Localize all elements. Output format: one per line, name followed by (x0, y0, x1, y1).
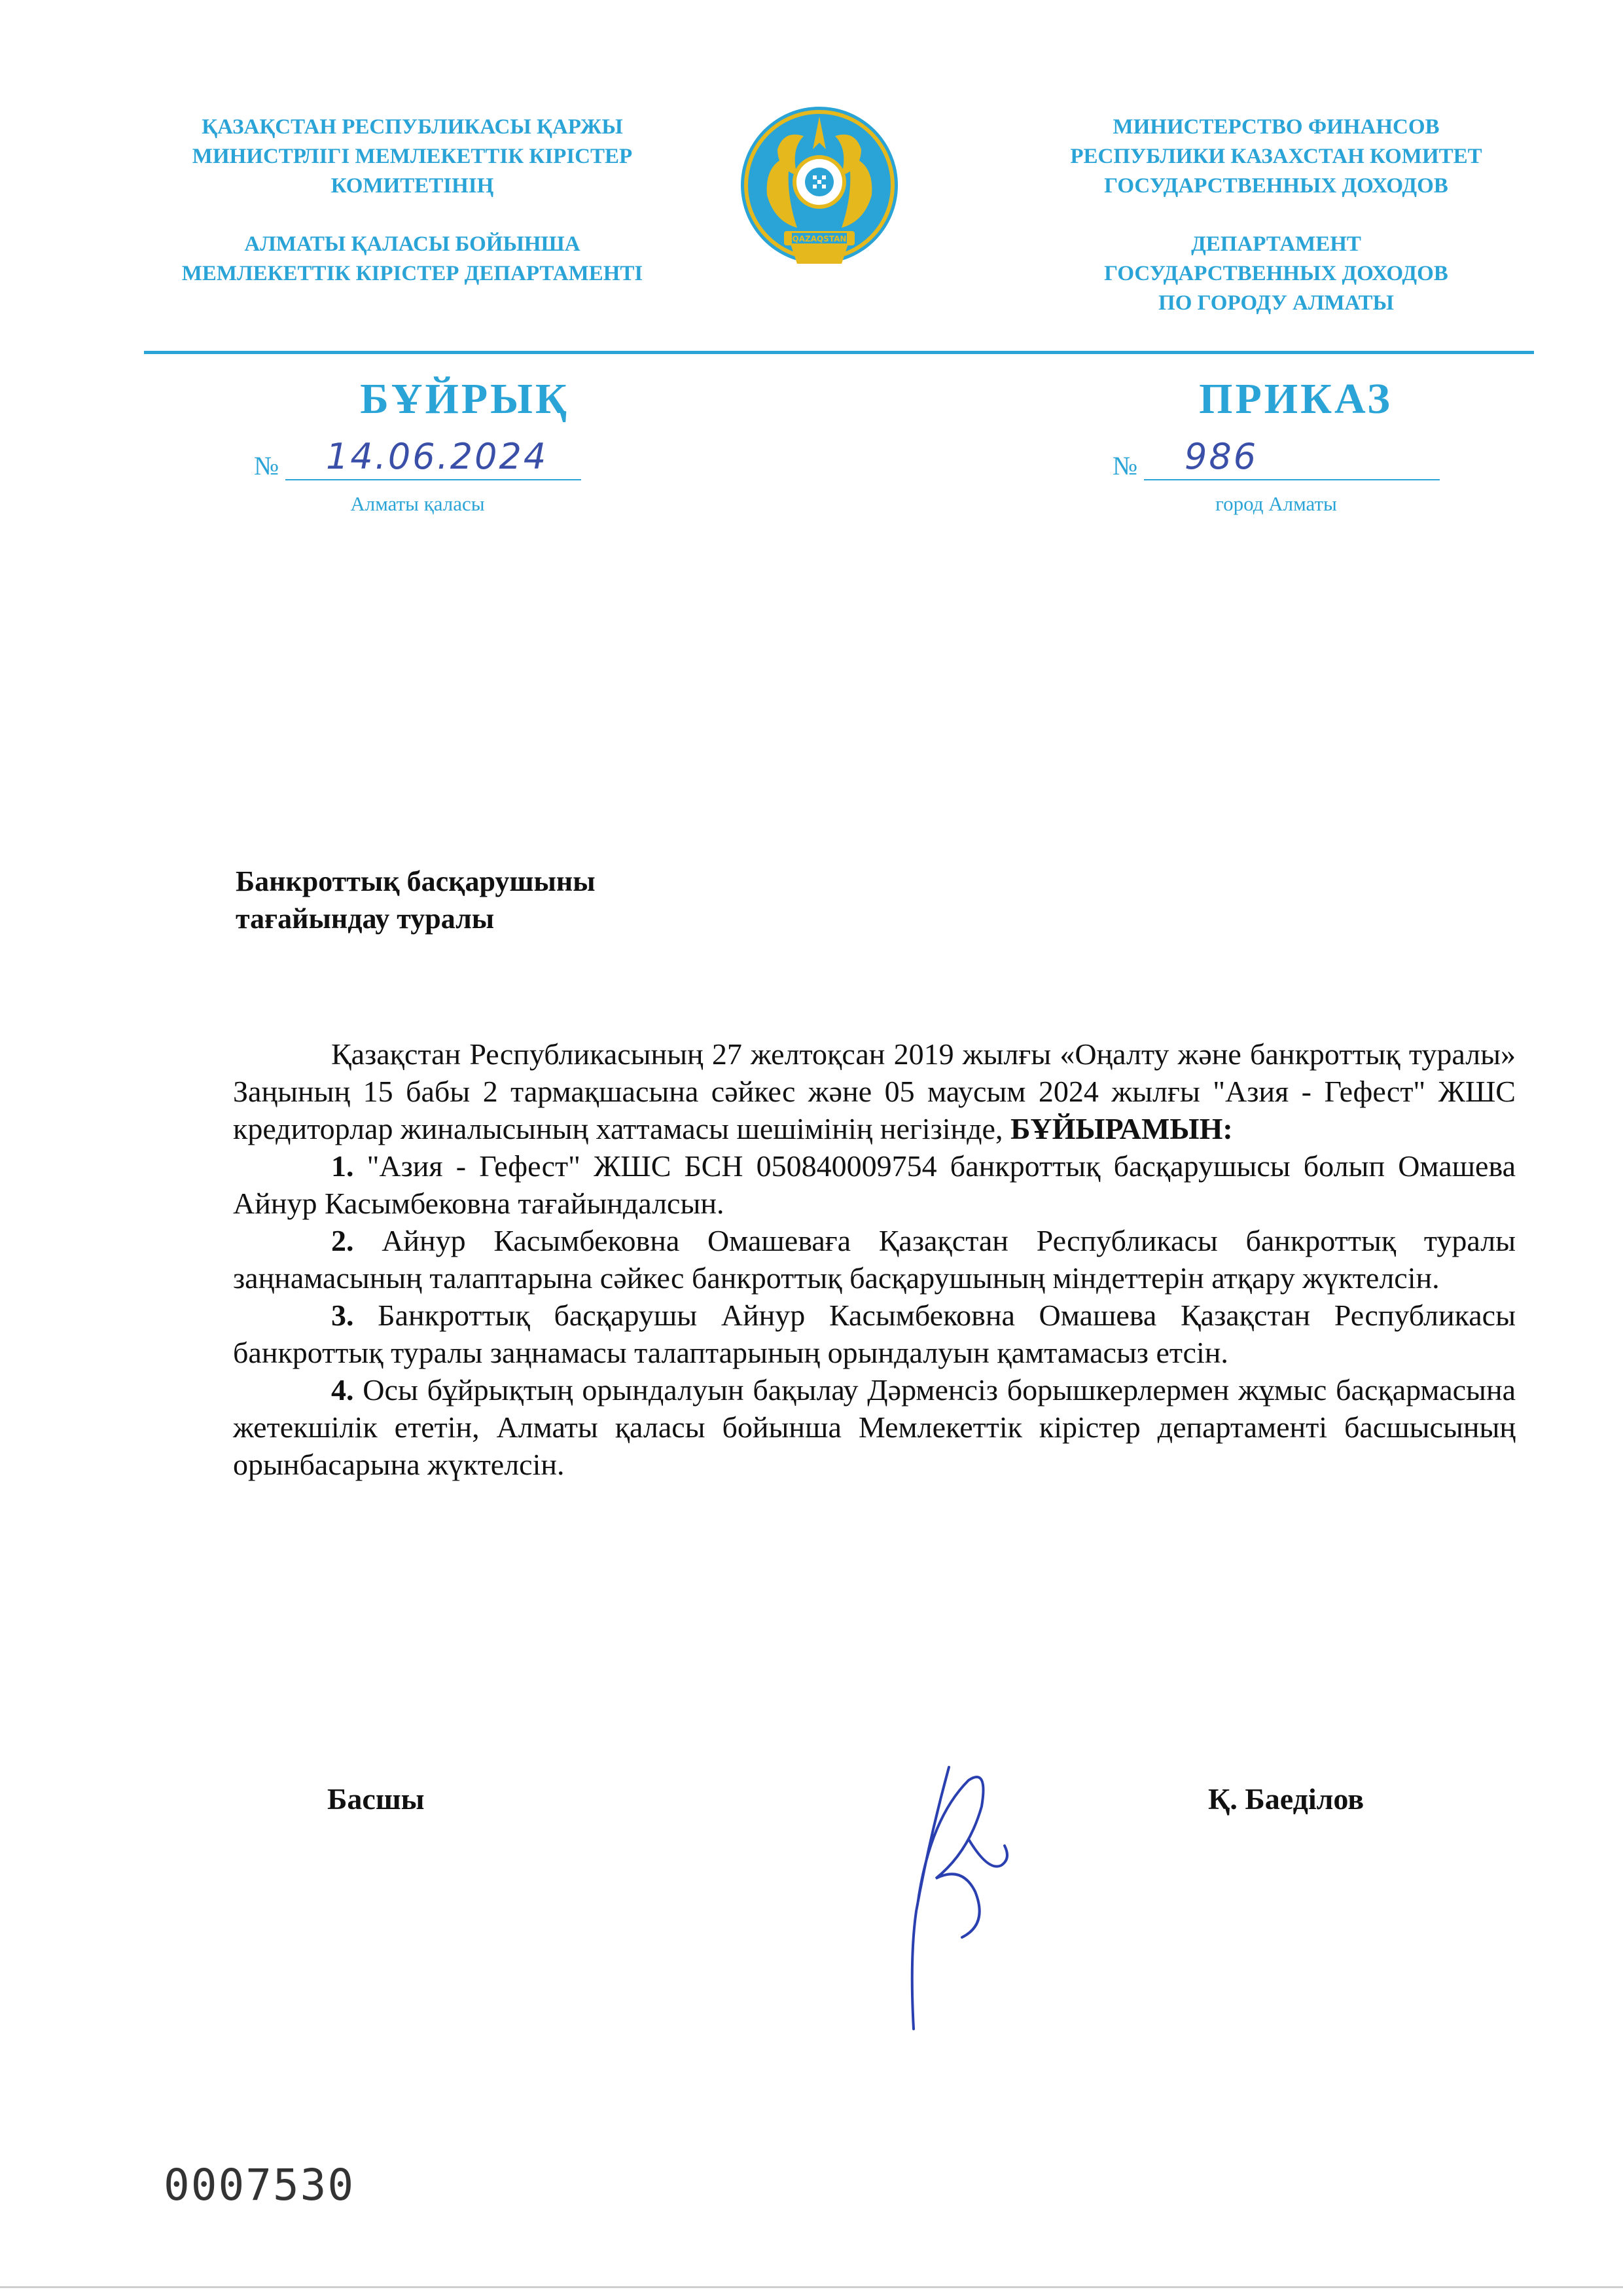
state-emblem-icon (738, 77, 901, 293)
doc-title-ru: ПРИКАЗ (1199, 375, 1393, 423)
subject-line: тағайындау туралы (236, 903, 495, 935)
dept-line: ГОСУДАРСТВЕННЫХ ДОХОДОВ (1104, 262, 1448, 285)
item-number: 4. (331, 1373, 354, 1407)
serial-number: 0007530 (164, 2160, 355, 2210)
handwritten-number: 986 (1185, 436, 1258, 477)
item-number: 3. (331, 1299, 354, 1332)
intro-text: Қазақстан Республикасының 27 желтоқсан 2019 жылғы «Оңалту және банкроттық туралы» Заңының 15 бабы 2 тармақшасына сәйкес және 05 маусым 2024 жылғы "Азия - Гефест" ЖШС кредиторлар жиналысының хаттамасы шешімінің негізінде, (233, 1037, 1516, 1145)
intro-paragraph (233, 1035, 1516, 1147)
header-right-ru (982, 113, 1571, 318)
item-text: Осы бұйрықтың орындалуын бақылау Дәрменсіз борышкерлермен жұмыс басқармасына жетекшілік ететін, Алматы қаласы бойынша Мемлекеттік кірістер департаменті басшысының орынбасарына жүктелсін. (233, 1373, 1516, 1481)
order-item (233, 1371, 1516, 1483)
dept-line: АЛМАТЫ ҚАЛАСЫ БОЙЫНША (244, 232, 580, 256)
city-ru: город Алматы (1215, 492, 1337, 515)
signatory-role: Басшы (327, 1782, 425, 1816)
doc-title-kz: БҰЙРЫҚ (360, 375, 569, 423)
item-text: Банкроттық басқарушы Айнур Касымбековна Омашева Қазақстан Республикасы банкроттық туралы заңнамасы талаптарының орындалуын қамтамасыз етсін. (233, 1299, 1516, 1369)
order-subject (236, 863, 825, 937)
org-line: РЕСПУБЛИКИ КАЗАХСТАН КОМИТЕТ (1070, 145, 1482, 168)
order-number-field (1113, 436, 1440, 484)
signatory-name: Қ. Баеділов (1208, 1782, 1364, 1816)
subject-line: Банкроттық басқарушыны (236, 865, 596, 897)
org-line: КОМИТЕТІНІҢ (330, 174, 494, 198)
header-left-kz (118, 113, 707, 289)
dept-line: МЕМЛЕКЕТТІК КІРІСТЕР ДЕПАРТАМЕНТІ (181, 262, 643, 285)
org-line: ҚАЗАҚСТАН РЕСПУБЛИКАСЫ ҚАРЖЫ (202, 115, 623, 139)
underline (285, 479, 581, 480)
org-line: МИНИСТЕРСТВО ФИНАНСОВ (1113, 115, 1440, 139)
order-date-field (254, 436, 581, 484)
number-sign: № (254, 451, 279, 480)
order-keyword: БҰЙЫРАМЫН: (1010, 1112, 1233, 1145)
order-item (233, 1147, 1516, 1222)
dept-line: ДЕПАРТАМЕНТ (1191, 232, 1361, 256)
item-number: 1. (331, 1149, 354, 1183)
order-item (233, 1222, 1516, 1297)
scan-edge (0, 2286, 1623, 2288)
header-divider (144, 351, 1534, 354)
item-text: Айнур Касымбековна Омашеваға Қазақстан Республикасы банкроттық туралы заңнамасының талаптарына сәйкес банкроттық басқарушының міндеттерін атқару жүктелсін. (233, 1224, 1516, 1295)
dept-line: ПО ГОРОДУ АЛМАТЫ (1158, 291, 1394, 315)
org-line: МИНИСТРЛІГІ МЕМЛЕКЕТТІК КІРІСТЕР (192, 145, 633, 168)
handwritten-signature-icon (890, 1741, 1041, 2042)
city-kz: Алматы қаласы (350, 492, 485, 515)
underline (1144, 479, 1440, 480)
org-line: ГОСУДАРСТВЕННЫХ ДОХОДОВ (1104, 174, 1448, 198)
item-number: 2. (331, 1224, 354, 1257)
order-item (233, 1297, 1516, 1371)
order-body (233, 1035, 1516, 1483)
handwritten-date: 14.06.2024 (326, 436, 548, 477)
number-sign: № (1113, 451, 1138, 480)
item-text: "Азия - Гефест" ЖШС БСН 050840009754 банкроттық басқарушысы болып Омашева Айнур Касымбековна тағайындалсын. (233, 1149, 1516, 1220)
emblem-text: QAZAQSTAN (792, 234, 847, 243)
